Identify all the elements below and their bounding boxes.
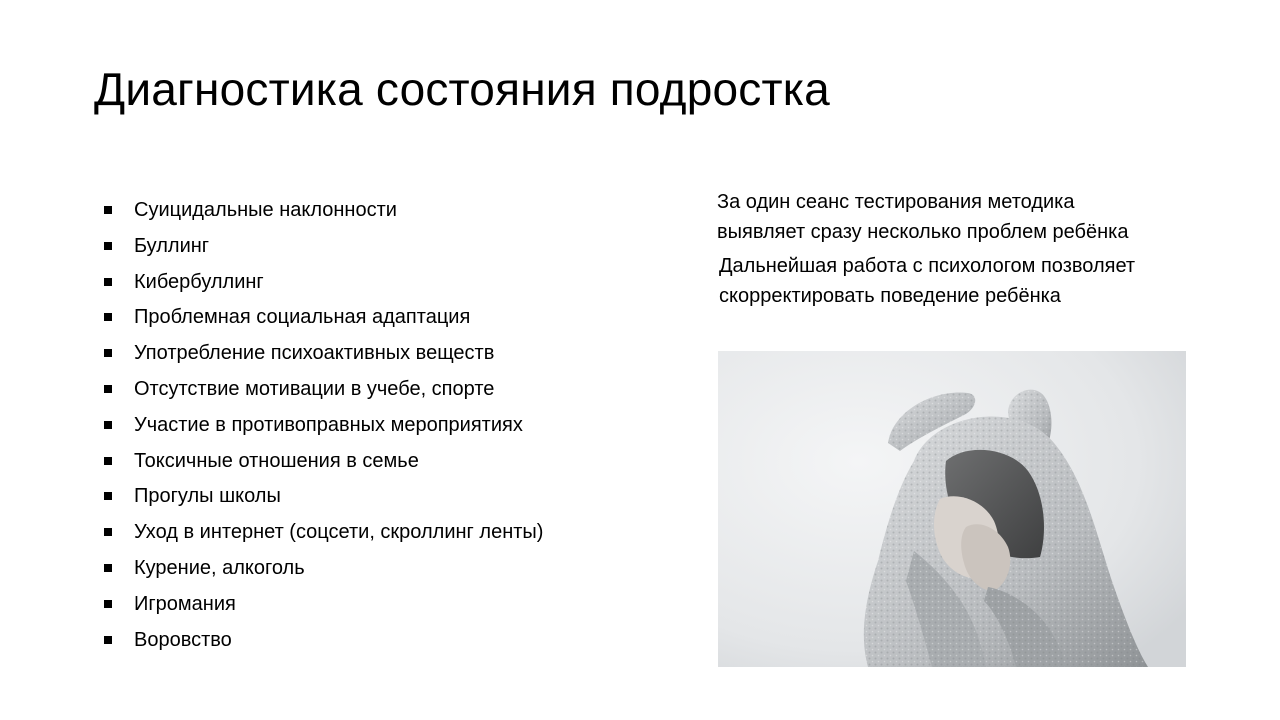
psychologist-work-line: скорректировать поведение ребёнка bbox=[719, 285, 1061, 307]
square-bullet-icon bbox=[104, 564, 112, 572]
list-item bbox=[104, 192, 543, 228]
list-item bbox=[104, 407, 543, 443]
square-bullet-icon bbox=[104, 528, 112, 536]
square-bullet-icon bbox=[104, 385, 112, 393]
psychologist-work-text bbox=[719, 251, 1135, 311]
list-item bbox=[104, 299, 543, 335]
list-item-text: Проблемная социальная адаптация bbox=[134, 306, 471, 329]
square-bullet-icon bbox=[104, 206, 112, 214]
square-bullet-icon bbox=[104, 600, 112, 608]
list-item bbox=[104, 335, 543, 371]
list-item bbox=[104, 371, 543, 407]
list-item-text: Кибербуллинг bbox=[134, 270, 264, 293]
square-bullet-icon bbox=[104, 457, 112, 465]
testing-summary-text bbox=[717, 187, 1128, 247]
list-item bbox=[104, 264, 543, 300]
testing-summary-line: выявляет сразу несколько проблем ребёнка bbox=[717, 221, 1129, 243]
list-item-text: Употребление психоактивных веществ bbox=[134, 342, 495, 365]
problem-list bbox=[104, 192, 543, 657]
sad-teen-photo bbox=[718, 351, 1186, 667]
list-item bbox=[104, 550, 543, 586]
list-item-text: Игромания bbox=[134, 592, 236, 615]
square-bullet-icon bbox=[104, 242, 112, 250]
square-bullet-icon bbox=[104, 313, 112, 321]
square-bullet-icon bbox=[104, 492, 112, 500]
list-item-text: Суицидальные наклонности bbox=[134, 199, 397, 221]
square-bullet-icon bbox=[104, 421, 112, 429]
square-bullet-icon bbox=[104, 636, 112, 644]
slide-title: Диагностика состояния подростка bbox=[94, 63, 830, 115]
list-item-text: Прогулы школы bbox=[134, 485, 281, 508]
list-item-text: Участие в противоправных мероприятиях bbox=[134, 413, 523, 436]
list-item-text: Отсутствие мотивации в учебе, спорте bbox=[134, 377, 495, 400]
list-item-text: Курение, алкоголь bbox=[134, 556, 305, 579]
list-item-text: Буллинг bbox=[134, 234, 210, 257]
list-item bbox=[104, 514, 543, 550]
testing-summary-line: За один сеанс тестирования методика bbox=[717, 191, 1075, 213]
list-item-text: Токсичные отношения в семье bbox=[134, 449, 419, 472]
list-item bbox=[104, 478, 543, 514]
list-item bbox=[104, 443, 543, 479]
list-item bbox=[104, 622, 543, 658]
psychologist-work-line: Дальнейшая работа с психологом позволяет bbox=[719, 255, 1136, 277]
list-item bbox=[104, 586, 543, 622]
list-item-text: Воровство bbox=[134, 628, 232, 651]
list-item-text: Уход в интернет (соцсети, скроллинг ленты) bbox=[134, 521, 544, 544]
square-bullet-icon bbox=[104, 278, 112, 286]
list-item bbox=[104, 228, 543, 264]
square-bullet-icon bbox=[104, 349, 112, 357]
